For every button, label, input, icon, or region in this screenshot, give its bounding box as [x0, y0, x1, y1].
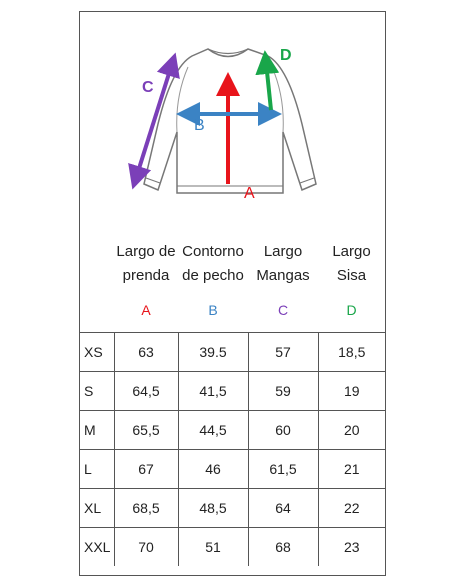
value-cell-c: 57 [248, 333, 318, 372]
header-line1: Largo [332, 243, 371, 260]
size-cell: M [80, 411, 114, 450]
value-cell-d: 19 [318, 372, 385, 411]
sweater-diagram-svg [80, 12, 385, 232]
header-line2: prenda [122, 267, 170, 284]
value-cell-c: 61,5 [248, 450, 318, 489]
value-cell-b: 39.5 [178, 333, 248, 372]
header-letter-b: B [208, 302, 218, 318]
label-c: C [142, 79, 154, 96]
size-chart [79, 11, 386, 576]
table-row [80, 411, 385, 450]
header-line2: de pecho [182, 267, 244, 284]
value-cell-b: 41,5 [178, 372, 248, 411]
size-table-body [80, 333, 385, 567]
value-cell-d: 18,5 [318, 333, 385, 372]
size-cell: L [80, 450, 114, 489]
value-cell-a: 68,5 [114, 489, 178, 528]
value-cell-a: 63 [114, 333, 178, 372]
value-cell-d: 20 [318, 411, 385, 450]
value-cell-d: 22 [318, 489, 385, 528]
header-line1: Largo [263, 243, 303, 260]
table-row [80, 333, 385, 372]
value-cell-a: 70 [114, 528, 178, 567]
header-line1: Contorno [182, 243, 244, 260]
size-cell: S [80, 372, 114, 411]
header-contorno-pecho [178, 240, 248, 288]
table-row [80, 450, 385, 489]
value-cell-c: 64 [248, 489, 318, 528]
header-letter-c: C [277, 302, 289, 318]
value-cell-b: 44,5 [178, 411, 248, 450]
header-largo-mangas [248, 240, 318, 288]
header-line2: Mangas [256, 267, 310, 284]
sweater-diagram [80, 12, 385, 232]
value-cell-d: 23 [318, 528, 385, 567]
header-line1: Largo de [116, 243, 176, 260]
header-letter-a: A [141, 302, 151, 318]
size-table [80, 332, 385, 566]
label-d: D [280, 47, 292, 64]
value-cell-b: 51 [178, 528, 248, 567]
value-cell-a: 64,5 [114, 372, 178, 411]
value-cell-c: 59 [248, 372, 318, 411]
table-row [80, 528, 385, 567]
size-cell: XL [80, 489, 114, 528]
value-cell-a: 67 [114, 450, 178, 489]
size-cell: XS [80, 333, 114, 372]
value-cell-c: 60 [248, 411, 318, 450]
label-b: B [194, 117, 205, 134]
header-line2: Sisa [336, 267, 367, 284]
header-letter-d: D [346, 302, 357, 318]
table-row [80, 372, 385, 411]
value-cell-b: 48,5 [178, 489, 248, 528]
header-largo-sisa [318, 240, 385, 288]
header-largo-prenda [114, 240, 178, 288]
value-cell-a: 65,5 [114, 411, 178, 450]
table-row [80, 489, 385, 528]
value-cell-d: 21 [318, 450, 385, 489]
value-cell-b: 46 [178, 450, 248, 489]
label-a: A [244, 185, 255, 202]
value-cell-c: 68 [248, 528, 318, 567]
size-cell: XXL [80, 528, 114, 567]
